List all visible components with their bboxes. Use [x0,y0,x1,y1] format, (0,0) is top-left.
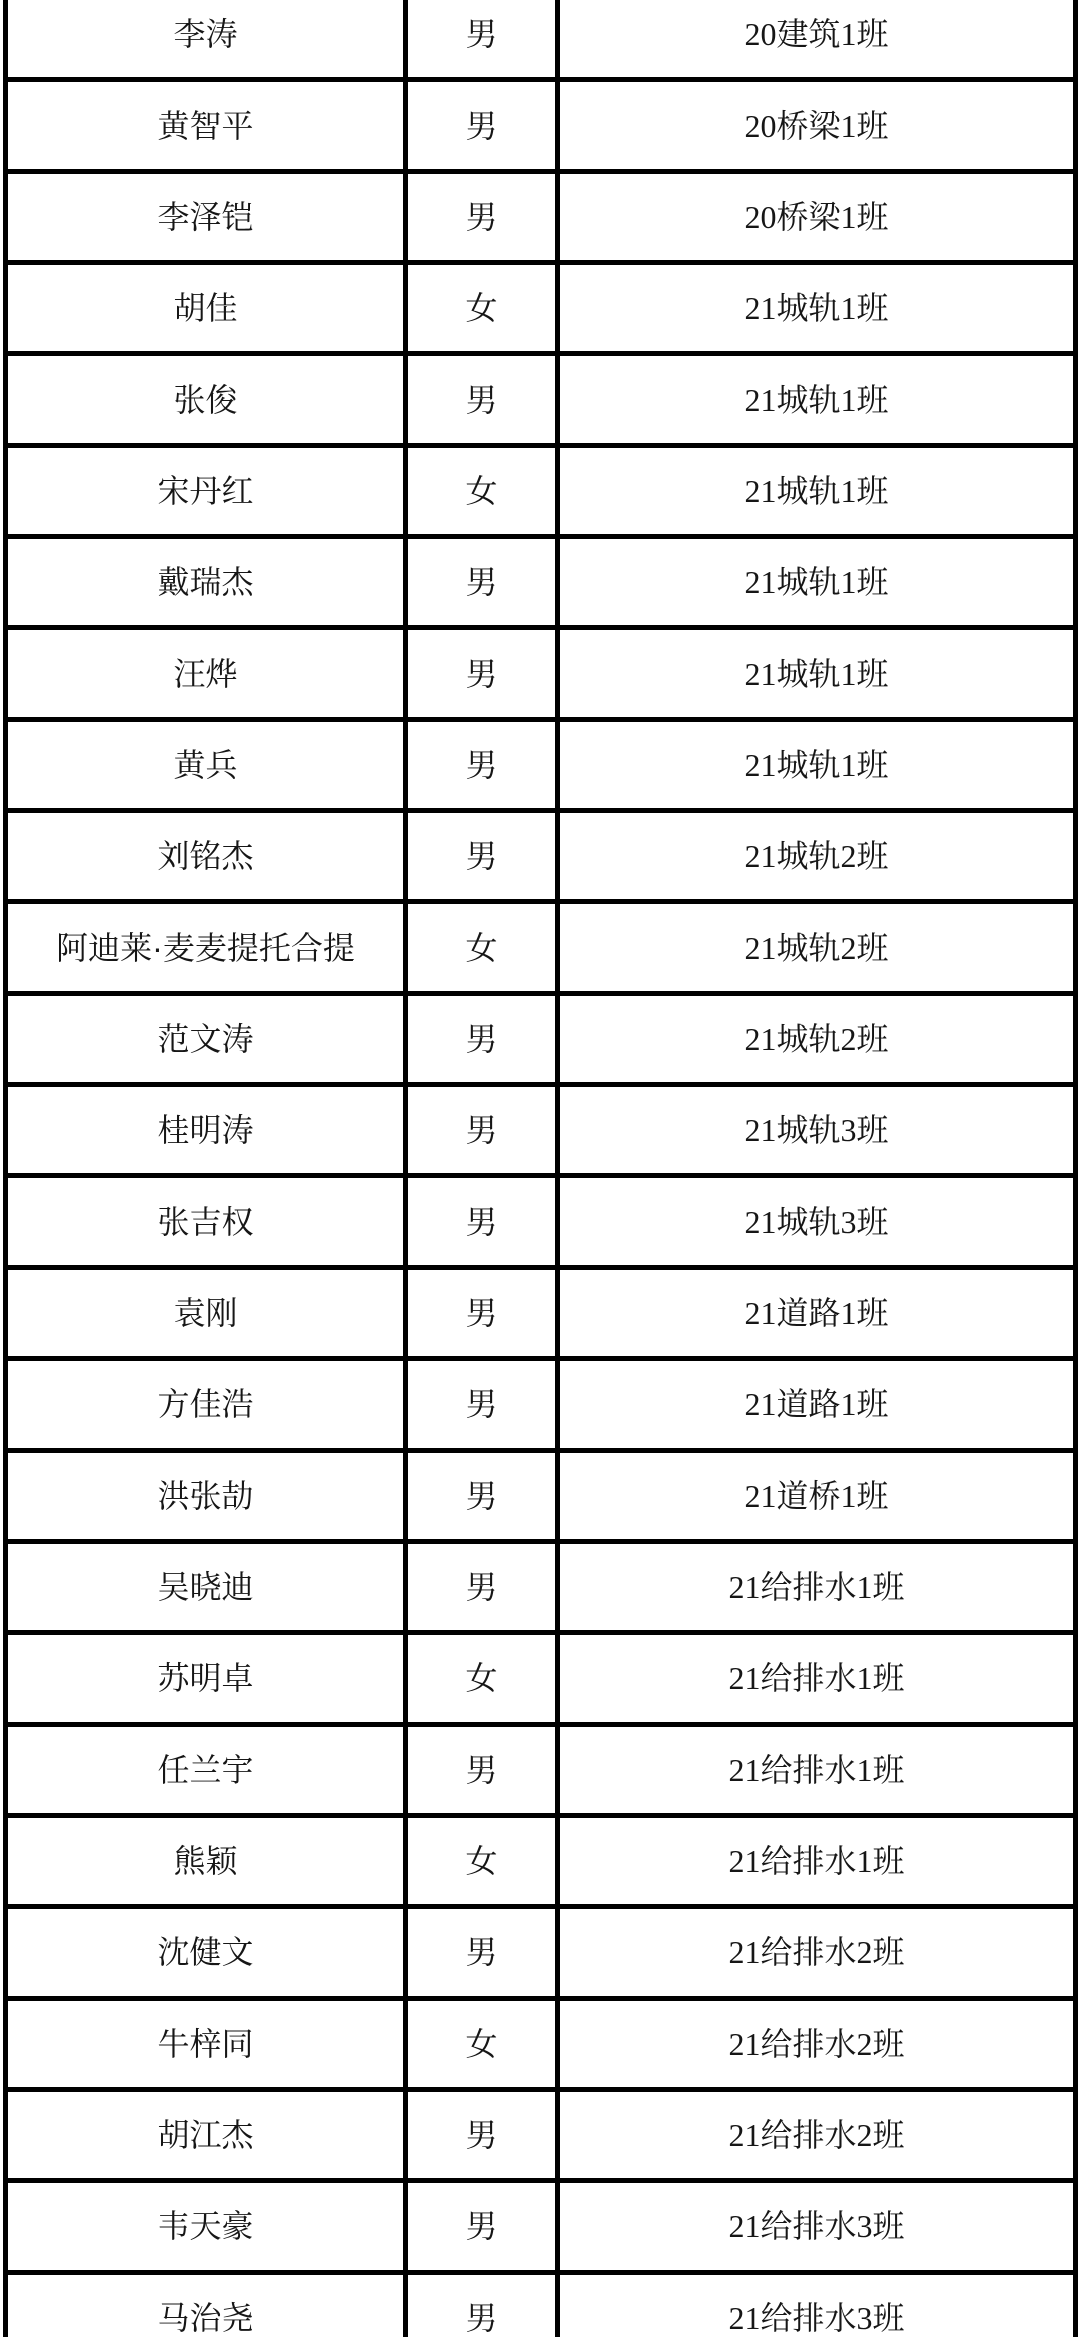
table-row [8,265,1078,356]
class-name-cell: 21城轨1班 [560,630,1078,716]
gender-cell: 男 [408,2183,560,2269]
gender-cell: 男 [408,1361,560,1447]
gender-cell: 男 [408,0,560,77]
gender-cell: 女 [408,1635,560,1721]
table-row [8,82,1078,173]
gender-cell: 男 [408,1087,560,1173]
class-name-cell: 21给排水2班 [560,2092,1078,2178]
class-name-cell: 21道路1班 [560,1270,1078,1356]
class-name-cell: 21道桥1班 [560,1453,1078,1539]
student-name-cell: 张吉权 [8,1178,408,1264]
table-row [8,813,1078,904]
gender-cell: 女 [408,904,560,990]
table-row [8,2001,1078,2092]
gender-cell: 女 [408,265,560,351]
gender-cell: 男 [408,82,560,168]
student-name-cell: 桂明涛 [8,1087,408,1173]
gender-cell: 女 [408,448,560,534]
student-name-cell: 马治尧 [8,2275,408,2337]
class-name-cell: 21城轨1班 [560,539,1078,625]
table-row [8,1818,1078,1909]
student-name-cell: 阿迪莱·麦麦提托合提 [8,904,408,990]
table-row [8,2092,1078,2183]
student-name-cell: 牛梓同 [8,2001,408,2087]
student-name-cell: 刘铭杰 [8,813,408,899]
student-name-cell: 黄智平 [8,82,408,168]
class-name-cell: 21城轨2班 [560,996,1078,1082]
student-name-cell: 李涛 [8,0,408,77]
table-row [8,1544,1078,1635]
table-row [8,1178,1078,1269]
student-name-cell: 苏明卓 [8,1635,408,1721]
class-name-cell: 21城轨1班 [560,265,1078,351]
gender-cell: 女 [408,1818,560,1904]
student-name-cell: 沈健文 [8,1909,408,1995]
class-name-cell: 21城轨1班 [560,448,1078,534]
student-name-cell: 宋丹红 [8,448,408,534]
table-row [8,1270,1078,1361]
gender-cell: 男 [408,2275,560,2337]
class-name-cell: 21给排水2班 [560,2001,1078,2087]
table-row [8,0,1078,82]
table-row [8,1087,1078,1178]
student-name-cell: 洪张劼 [8,1453,408,1539]
gender-cell: 男 [408,1727,560,1813]
student-name-cell: 黄兵 [8,722,408,808]
table-row [8,1453,1078,1544]
class-name-cell: 20桥梁1班 [560,174,1078,260]
table-row [8,1635,1078,1726]
student-name-cell: 张俊 [8,356,408,442]
table-row [8,2183,1078,2274]
class-name-cell: 21给排水2班 [560,1909,1078,1995]
gender-cell: 男 [408,1270,560,1356]
gender-cell: 男 [408,996,560,1082]
class-name-cell: 21给排水1班 [560,1635,1078,1721]
gender-cell: 男 [408,1178,560,1264]
table-row [8,174,1078,265]
class-name-cell: 21城轨2班 [560,904,1078,990]
table-row [8,904,1078,995]
class-name-cell: 21城轨3班 [560,1087,1078,1173]
class-name-cell: 20桥梁1班 [560,82,1078,168]
table-row [8,2275,1078,2337]
student-name-cell: 吴晓迪 [8,1544,408,1630]
class-name-cell: 21给排水3班 [560,2183,1078,2269]
table-row [8,448,1078,539]
table-row [8,1909,1078,2000]
table-row [8,722,1078,813]
gender-cell: 女 [408,2001,560,2087]
table-row [8,356,1078,447]
table-row [8,539,1078,630]
class-name-cell: 21城轨3班 [560,1178,1078,1264]
gender-cell: 男 [408,722,560,808]
class-name-cell: 21城轨2班 [560,813,1078,899]
class-name-cell: 21城轨1班 [560,722,1078,808]
student-roster-table [3,0,1078,2337]
class-name-cell: 21给排水1班 [560,1818,1078,1904]
gender-cell: 男 [408,1544,560,1630]
student-name-cell: 戴瑞杰 [8,539,408,625]
gender-cell: 男 [408,174,560,260]
gender-cell: 男 [408,2092,560,2178]
table-row [8,630,1078,721]
gender-cell: 男 [408,356,560,442]
student-name-cell: 汪烨 [8,630,408,716]
class-name-cell: 20建筑1班 [560,0,1078,77]
student-name-cell: 方佳浩 [8,1361,408,1447]
table-row [8,1361,1078,1452]
table-row [8,996,1078,1087]
gender-cell: 男 [408,630,560,716]
gender-cell: 男 [408,539,560,625]
class-name-cell: 21给排水1班 [560,1544,1078,1630]
student-name-cell: 任兰宇 [8,1727,408,1813]
student-name-cell: 袁刚 [8,1270,408,1356]
student-name-cell: 胡江杰 [8,2092,408,2178]
class-name-cell: 21给排水3班 [560,2275,1078,2337]
class-name-cell: 21给排水1班 [560,1727,1078,1813]
student-name-cell: 熊颖 [8,1818,408,1904]
student-name-cell: 范文涛 [8,996,408,1082]
class-name-cell: 21城轨1班 [560,356,1078,442]
student-name-cell: 胡佳 [8,265,408,351]
gender-cell: 男 [408,1909,560,1995]
student-name-cell: 李泽铠 [8,174,408,260]
table-row [8,1727,1078,1818]
gender-cell: 男 [408,1453,560,1539]
student-name-cell: 韦天豪 [8,2183,408,2269]
class-name-cell: 21道路1班 [560,1361,1078,1447]
gender-cell: 男 [408,813,560,899]
